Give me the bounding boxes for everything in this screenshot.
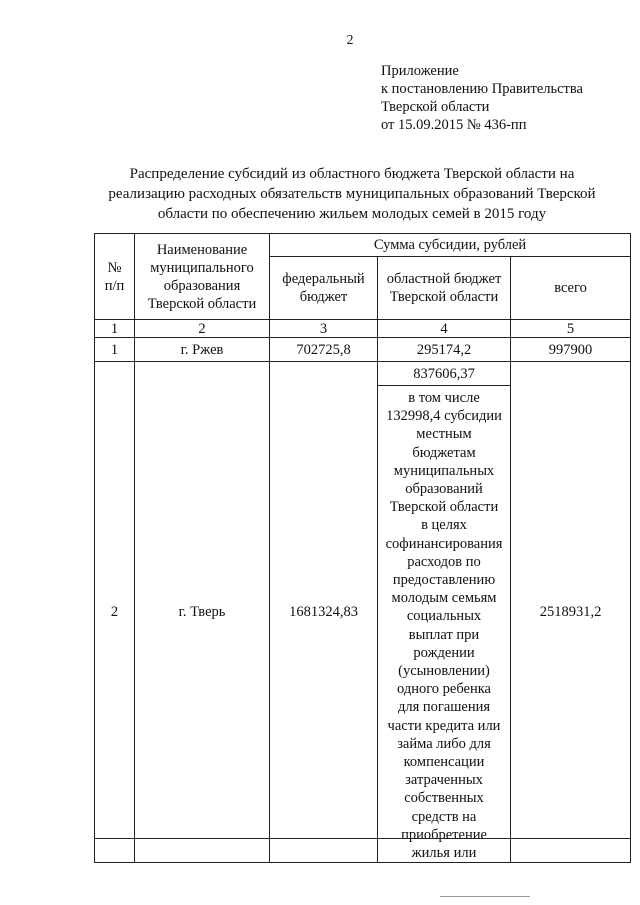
column-number: 3 bbox=[270, 320, 378, 338]
appendix-line: Приложение bbox=[381, 63, 459, 79]
row-total: 997900 bbox=[511, 338, 631, 362]
column-number: 5 bbox=[511, 320, 631, 338]
title-line: области по обеспечению жильем молодых семей в 2015 году bbox=[157, 206, 547, 222]
header-total: всего bbox=[511, 256, 631, 319]
subsidy-table bbox=[94, 233, 631, 863]
title-line: Распределение субсидий из областного бюджета Тверской области на bbox=[129, 166, 575, 182]
document-title bbox=[92, 164, 612, 224]
row-regional: 837606,37 bbox=[378, 362, 511, 386]
scan-artifact-line bbox=[440, 896, 530, 897]
appendix-line: от 15.09.2015 № 436-пп bbox=[381, 117, 527, 133]
appendix-line: Тверской области bbox=[381, 99, 490, 115]
table-bottom-border bbox=[94, 838, 630, 839]
appendix-line: к постановлению Правительства bbox=[381, 81, 583, 97]
header-name: Наименование муниципального образования Тверской области bbox=[135, 234, 270, 320]
row-regional: 295174,2 bbox=[378, 338, 511, 362]
row-federal: 1681324,83 bbox=[270, 362, 378, 863]
row-number: 2 bbox=[95, 362, 135, 863]
column-number-row bbox=[95, 320, 631, 338]
row-number: 1 bbox=[95, 338, 135, 362]
row-federal: 702725,8 bbox=[270, 338, 378, 362]
column-number: 2 bbox=[135, 320, 270, 338]
header-regional: областной бюджет Тверской области bbox=[378, 256, 511, 319]
header-federal: федеральный бюджет bbox=[270, 256, 378, 319]
appendix-block bbox=[381, 62, 583, 134]
row-total: 2518931,2 bbox=[511, 362, 631, 863]
row-municipality: г. Тверь bbox=[135, 362, 270, 863]
column-number: 1 bbox=[95, 320, 135, 338]
table-row bbox=[95, 362, 631, 386]
header-row bbox=[95, 234, 631, 257]
header-subsidy-sum: Сумма субсидии, рублей bbox=[270, 234, 631, 257]
row-regional-note: в том числе 132998,4 субсидии местным бюджетам муниципальных образований Тверской области в целях софинансирования расходов по предоставлению молодым семьям социальных выплат при рождении (усыновлении) одного ребенка для погашения части кредита или займа либо для компенсации затраченных собственных средств на приобретение жилья или bbox=[378, 386, 511, 863]
title-line: реализацию расходных обязательств муниципальных образований Тверской bbox=[108, 186, 596, 202]
header-number: № п/п bbox=[95, 234, 135, 320]
row-municipality: г. Ржев bbox=[135, 338, 270, 362]
column-number: 4 bbox=[378, 320, 511, 338]
page-number: 2 bbox=[346, 33, 354, 48]
table-row bbox=[95, 338, 631, 362]
